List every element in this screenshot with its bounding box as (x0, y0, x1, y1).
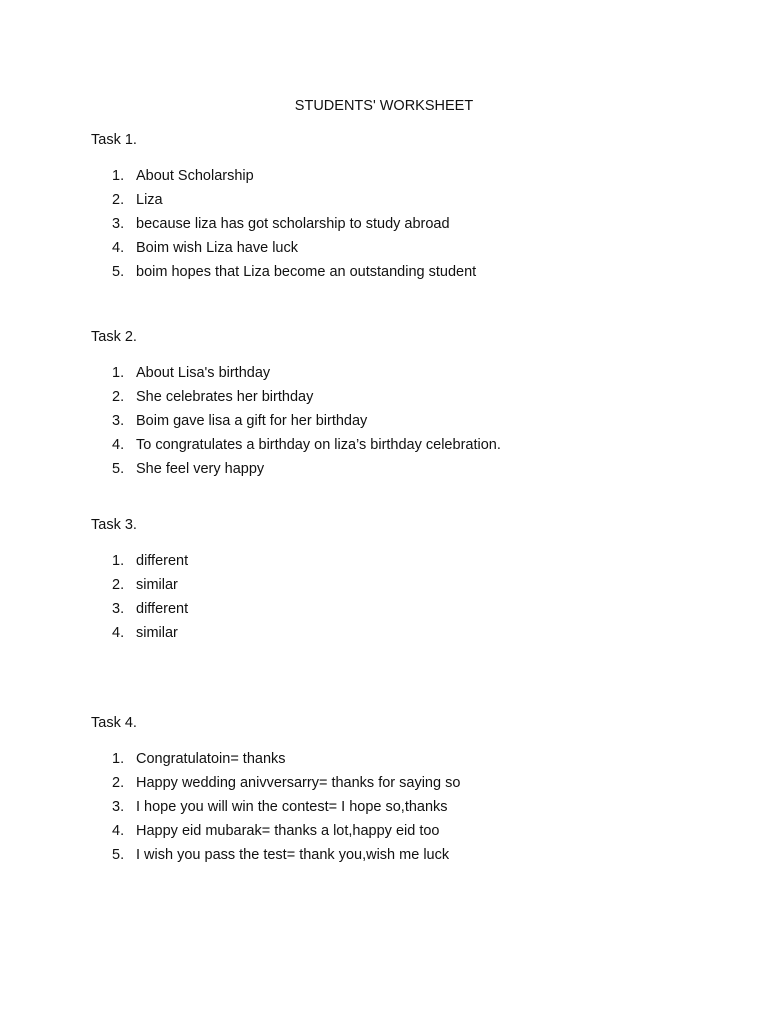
item-number: 3. (112, 799, 125, 815)
item-number: 5. (112, 264, 125, 280)
list-item (91, 164, 254, 188)
list-item (91, 433, 501, 457)
list-item (91, 361, 271, 385)
item-number: 1. (112, 365, 125, 381)
item-text: She celebrates her birthday (136, 389, 314, 405)
item-text: similar (136, 625, 178, 641)
item-text: different (136, 553, 189, 569)
item-number: 3. (112, 601, 125, 617)
item-number: 5. (112, 461, 125, 477)
list-item (91, 260, 477, 284)
item-text: Boim gave lisa a gift for her birthday (136, 413, 368, 429)
item-number: 2. (112, 577, 125, 593)
task-heading: Task 2. (91, 329, 137, 345)
item-text: different (136, 601, 189, 617)
item-number: 2. (112, 192, 125, 208)
item-number: 4. (112, 625, 125, 641)
list-item (91, 457, 265, 481)
list-item (91, 597, 189, 621)
task-3-section (91, 515, 189, 645)
page-title: STUDENTS' WORKSHEET (294, 98, 474, 114)
item-text: similar (136, 577, 178, 593)
list-item (91, 573, 178, 597)
item-number: 5. (112, 847, 125, 863)
answer-list (91, 549, 189, 645)
list-item (91, 771, 461, 795)
item-text: To congratulates a birthday on liza’s birthday celebration. (136, 437, 501, 453)
item-text: About Lisa's birthday (136, 365, 271, 381)
item-number: 4. (112, 240, 125, 256)
item-text: Liza (136, 192, 163, 208)
item-text: Happy eid mubarak= thanks a lot,happy eid too (136, 823, 440, 839)
task-heading: Task 4. (91, 715, 137, 731)
item-text: because liza has got scholarship to study abroad (136, 216, 450, 232)
list-item (91, 621, 178, 645)
item-number: 2. (112, 775, 125, 791)
answer-list (91, 361, 501, 481)
item-text: boim hopes that Liza become an outstanding student (136, 264, 477, 280)
list-item (91, 549, 189, 573)
item-number: 1. (112, 553, 125, 569)
list-item (91, 819, 440, 843)
item-text: She feel very happy (136, 461, 265, 477)
list-item (91, 747, 286, 771)
item-text: I hope you will win the contest= I hope so,thanks (136, 799, 448, 815)
item-number: 3. (112, 216, 125, 232)
item-number: 1. (112, 168, 125, 184)
task-4-section (91, 713, 461, 867)
item-number: 1. (112, 751, 125, 767)
list-item (91, 212, 450, 236)
item-number: 4. (112, 823, 125, 839)
task-heading: Task 3. (91, 517, 137, 533)
item-number: 2. (112, 389, 125, 405)
answer-list (91, 747, 461, 867)
item-number: 4. (112, 437, 125, 453)
item-text: Happy wedding anivversarry= thanks for saying so (136, 775, 461, 791)
task-heading: Task 1. (91, 132, 137, 148)
list-item (91, 236, 298, 260)
item-number: 3. (112, 413, 125, 429)
list-item (91, 188, 163, 212)
item-text: I wish you pass the test= thank you,wish me luck (136, 847, 450, 863)
answer-list (91, 164, 477, 284)
item-text: About Scholarship (136, 168, 254, 184)
task-1-section (91, 130, 477, 284)
list-item (91, 795, 448, 819)
item-text: Congratulatoin= thanks (136, 751, 286, 767)
list-item (91, 385, 314, 409)
task-2-section (91, 327, 501, 481)
list-item (91, 843, 450, 867)
item-text: Boim wish Liza have luck (136, 240, 298, 256)
list-item (91, 409, 368, 433)
